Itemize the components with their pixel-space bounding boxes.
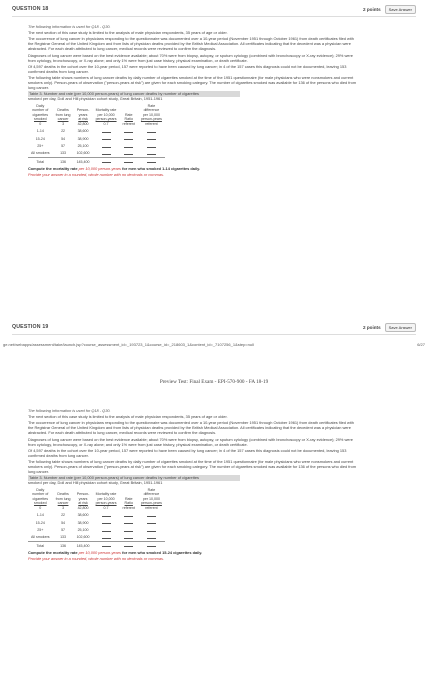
blank-cell [102,535,111,539]
blank-cell [102,159,111,163]
case-paragraph-1: The next section of this case study is limited to the analysis of male physician respondents, 35 years of age or older. [28,30,228,36]
table-row: All smokers 133 102,600 [28,534,165,542]
blank-cell [124,535,133,539]
question-18-prompt: Compute the mortality rate per 10,000 person-years for men who smoked 1-14 cigarettes daily. [28,165,201,171]
question-19-prompt: Compute the mortality rate per 10,000 person-years for men who smoked 15-24 cigarettes daily. [28,549,203,555]
question-18-points: 2 points [363,6,381,12]
case-paragraph-5: The following table shows numbers of lung cancer deaths by daily number of cigarettes smoked at the time of the 1951 questionnaire (for male physicians who were nonsmokers and current smokers only). Person-years of observation ("person-years at risk") are given for each smoking category. The number of cigarettes smoked was available for 136 of the persons who died from lung cancer. [28,74,357,90]
col-header-rate-ratio: Rate Ratio [124,112,133,121]
table-caption: Table 3. Number and rate (per 10,000 person-years) of lung cancer deaths by number of cigarettes [28,91,240,97]
question-18-header [12,2,416,17]
blank-cell [124,513,133,517]
blank-cell [147,136,156,140]
table-row: Total 136 145,400 [28,542,165,550]
col-header-mortality-rate: Mortality rate per 10,000 person-years [95,108,117,121]
question-18-save-button[interactable]: Save Answer [385,5,416,14]
case-paragraph-4: Of 4,597 deaths in the cohort over the 10-year period, 157 were reported to have been caused by lung cancer; in 4 of the 157 cases this diagnosis could not be documented, leaving 153 confirmed deaths from lung cancer. [28,63,347,74]
page-number: 6/27 [417,341,425,347]
blank-cell [147,543,156,547]
blank-cell [124,151,133,155]
question-19-body [28,408,358,562]
blank-cell [124,144,133,148]
table-row: 15-24 54 38,900 [28,135,165,142]
table-row: 1-14 22 38,600 [28,512,165,519]
blank-cell [147,159,156,163]
table-row: Total 136 145,400 [28,158,165,166]
table-row: All smokers 133 102,600 [28,150,165,158]
col-header-mortality-rate: Mortality rate per 10,000 person-years [95,492,117,505]
question-18-body [28,24,358,178]
col-header-rate-ratio: Rate Ratio [124,496,133,505]
blank-cell [102,513,111,517]
col-header-cigarettes: Daily number of cigarettes smoked [32,487,49,505]
case-paragraph-2: The occurrence of lung cancer in physicians responding to the questionnaire was documented over a 10-year period (November 1951 through October 1961) from death certificates filed with the Registrar General of the United Kingdom and from lists of physician deaths provided by the British Medical Association. All certificates indicating that the decedent was a physician were abstracted. For each death attributed to lung cancer, medical records were reviewed to confirm the diagnosis. [28,420,354,436]
question-19-label: QUESTION 19 [12,324,49,330]
col-header-rate-difference: Rate difference per 10,000 person-years [140,487,162,505]
blank-cell [147,528,156,532]
col-header-deaths: Deaths from lung cancer [55,108,71,121]
case-intro: The following information is used for Q18 - Q30. [28,408,111,413]
table-row: 0 3 42,800 0.7 referent referent [39,506,158,511]
case-paragraph-2: The occurrence of lung cancer in physicians responding to the questionnaire was documented over a 10-year period (November 1951 through October 1961) from death certificates filed with the Registrar General of the United Kingdom and from lists of physician deaths provided by the British Medical Association. All certificates indicating that the decedent was a physician were abstracted. For each death attributed to lung cancer, medical records were reviewed to confirm the diagnosis. [28,36,354,52]
page-url: ge.net/webapps/assessment/take/launch.jsp?course_assessment_id=_193723_1&course_id=_218603_1&content_id=_7107256_1&step=null [3,341,254,347]
blank-cell [124,136,133,140]
col-header-deaths: Deaths from lung cancer [55,492,71,505]
table-row: 25+ 57 25,100 [28,143,165,150]
table-row: 0 3 42,800 0.7 referent referent [39,122,158,127]
question-18-hint: Provide your answer in a rounded, whole number with no decimals or commas. [28,171,165,177]
blank-cell [147,144,156,148]
blank-cell [102,129,111,133]
blank-cell [102,151,111,155]
blank-cell [102,144,111,148]
question-19-save-button[interactable]: Save Answer [385,323,416,332]
data-table [28,488,165,550]
blank-cell [147,513,156,517]
col-header-person-years: Person- years at risk [76,492,90,505]
table-row: 1-14 22 38,600 [28,128,165,135]
blank-cell [102,543,111,547]
blank-cell [124,159,133,163]
col-header-rate-difference: Rate difference per 10,000 person-years [140,103,162,121]
blank-cell [124,129,133,133]
blank-cell [124,528,133,532]
print-footer [0,339,428,349]
blank-cell [147,151,156,155]
col-header-cigarettes: Daily number of cigarettes smoked [32,103,49,121]
case-paragraph-4: Of 4,597 deaths in the cohort over the 10-year period, 157 were reported to have been caused by lung cancer; in 4 of the 157 cases this diagnosis could not be documented, leaving 153 confirmed deaths from lung cancer. [28,447,347,458]
case-paragraph-1: The next section of this case study is limited to the analysis of male physician respondents, 35 years of age or older. [28,414,228,420]
table-row: 15-24 54 38,900 [28,519,165,526]
case-intro: The following information is used for Q18 - Q30. [28,24,111,29]
case-paragraph-3: Diagnoses of lung cancer were based on the best evidence available; about 70% were from biopsy, autopsy, or sputum cytology (combined with bronchoscopy or X-ray evidence); 29% were from cytology, bronchoscopy, or X-ray alone; and only 1% were from just case history, physical examination, or death certificate. [28,52,353,63]
blank-cell [124,520,133,524]
case-paragraph-5: The following table shows numbers of lung cancer deaths by daily number of cigarettes smoked at the time of the 1951 questionnaire (for male physicians who were nonsmokers and current smokers only). Person-years of observation ("person-years at risk") are given for each smoking category. The number of cigarettes smoked was available for 136 of the persons who died from lung cancer. [28,458,357,474]
col-header-person-years: Person- years at risk [76,108,90,121]
question-19-header [12,320,416,335]
table-row: 25+ 57 25,100 [28,527,165,534]
question-19-points: 2 points [363,324,381,330]
blank-cell [102,136,111,140]
table-caption-line-2: smoked per day, Doll and Hill physician cohort study, Great Britain, 1951-1961 [28,95,163,101]
blank-cell [102,520,111,524]
blank-cell [147,520,156,524]
data-table [28,104,165,166]
question-18-label: QUESTION 18 [12,6,49,12]
blank-cell [147,129,156,133]
table-caption: Table 3. Number and rate (per 10,000 person-years) of lung cancer deaths by number of cigarettes [28,475,240,481]
case-paragraph-3: Diagnoses of lung cancer were based on the best evidence available; about 70% were from biopsy, autopsy, or sputum cytology (combined with bronchoscopy or X-ray evidence); 29% were from cytology, bronchoscopy, or X-ray alone; and only 1% were from just case history, physical examination, or death certificate. [28,436,353,447]
question-19-hint: Provide your answer in a rounded, whole number with no decimals or commas. [28,555,165,561]
blank-cell [147,535,156,539]
blank-cell [124,543,133,547]
table-caption-line-2: smoked per day, Doll and Hill physician cohort study, Great Britain, 1951-1961 [28,479,163,485]
print-header: Preview Test: Final Exam - EPI-570-900 - FA 18-19 [159,379,269,385]
blank-cell [102,528,111,532]
